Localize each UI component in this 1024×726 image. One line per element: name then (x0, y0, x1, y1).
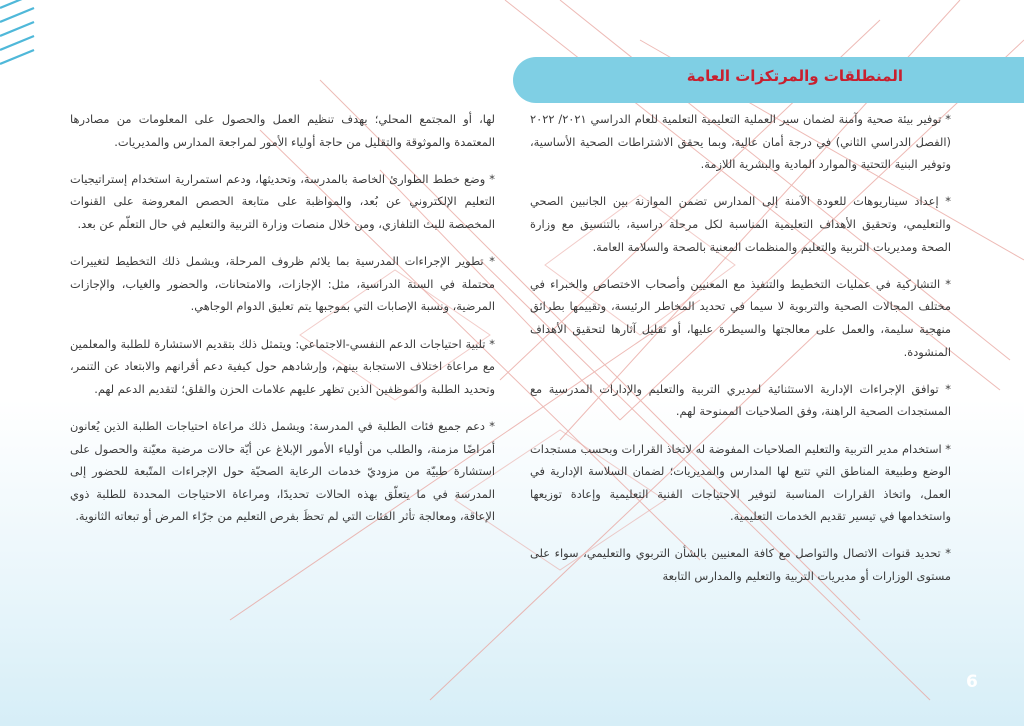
paragraph: * توافق الإجراءات الإدارية الاستثنائية لمديري التربية والتعليم والإدارات المدرسية مع المستجدات الصحية الراهنة، وفق الصلاحيات الممنوحة لهم. (530, 381, 951, 419)
paragraph: * توفير بيئة صحية وآمنة لضمان سير العملية التعليمية التعلمية للعام الدراسي ٢٠٢١/ ٢٠٢٢ (الفصل الدراسي الثاني) في درجة أمان عالية، وبما يحقق الاشتراطات الصحية الأساسية، وتوفير البنية التحتية والموارد المادية والبشرية اللازمة. (530, 112, 951, 172)
paragraph: * دعم جميع فئات الطلبة في المدرسة: ويشمل ذلك مراعاة احتياجات الطلبة الذين يُعانون أمراضًا مزمنة، والطلب من أولياء الأمور الإبلاغ عن أيّة حالات مرضية معيّنة والحصول على استشارة طبيّة من مزوديّ خدمات الرعاية الصحيّة حول الإجراءات المتّبعة للحضور إلى المدرسة في ما يتعلّق بهذه الحالات تحديدًا، ومراعاة الاحتياجات المحددة للطلبة ذوي الإعاقة، ومعالجة تأثر الفئات التي لم تحظَ بفرص التعليم من جرّاء المرض أو تبعاته الثانوية. (70, 418, 495, 524)
paragraph: * تلبية احتياجات الدعم النفسي-الاجتماعي: ويتمثل ذلك بتقديم الاستشارة للطلبة والمعلمين مع مراعاة اختلاف الاستجابة بينهم، وإرشادهم حول كيفية دعم أقرانهم والابتعاد عن التنمر، وتحديد الطلبة والموظفين الذين تظهر عليهم علامات الحزن والقلق؛ لتقديم الدعم لهم. (70, 336, 495, 396)
page-number: 6 (966, 672, 978, 692)
right-text-column (530, 108, 951, 602)
paragraph: لها، أو المجتمع المحلي؛ بهدف تنظيم العمل والحصول على المعلومات من مصادرها المعتمدة والموثوقة والتقليل من حاجة أولياء الأمور لمراجعة المدارس والمديريات. (70, 112, 495, 149)
paragraph: * تطوير الإجراءات المدرسية بما يلائم ظروف المرحلة، ويشمل ذلك التخطيط لتغييرات محتملة في السنة الدراسية، مثل: الإجازات، والامتحانات، والحضور والغياب، والإجازات المرضية، ونسبة الإصابات التي بموجبها يتم تعليق الدوام الوجاهي. (70, 254, 495, 314)
section-title-banner (513, 57, 1024, 103)
section-title: المنطلقات والمرتكزات العامة (686, 67, 903, 85)
paragraph: * وضع خطط الطوارئ الخاصة بالمدرسة، وتحديثها، ودعم استمرارية استخدام إستراتيجيات التعليم الإلكتروني عن بُعد، والمواظبة على متابعة الحصص المعروضة على القنوات المخصصة للبث التلفازي، ومن خلال منصات وزارة التربية والتعليم في حال التعلّم عن بعد. (70, 171, 495, 231)
left-text-column (70, 108, 495, 542)
paragraph: * إعداد سيناريوهات للعودة الآمنة إلى المدارس تضمن الموازنة بين الجانبين الصحي والتعليمي، وتحقيق الأهداف التعليمية المناسبة لكل مرحلة دراسية، بالتنسيق مع وزارة الصحة ومديريات التربية والتعليم والمنظمات المعنية بالصحة والسلامة العامة. (530, 194, 951, 254)
paragraph: * استخدام مدير التربية والتعليم الصلاحيات المفوضة له لاتخاذ القرارات وبحسب مستجدات الوضع وطبيعة المناطق التي تتبع لها المدارس والمديريات؛ لضمان السلاسة الإدارية في العمل، واتخاذ القرارات المناسبة لتوفير الاحتياجات الفنية التعليمية وإعادة توزيعها واستخدامها في تيسير تقديم الخدمات التعليمية. (530, 441, 951, 524)
paragraph: * التشاركية في عمليات التخطيط والتنفيذ مع المعنيين وأصحاب الاختصاص والخبراء في مختلف المجالات الصحية والتربوية لا سيما في تحديد المخاطر الرئيسة، وتقييمها بطرائق منهجية سليمة، والعمل على معالجتها والسيطرة عليها، أو تقليل آثارها لتحقيق الأهداف المنشودة. (530, 276, 951, 359)
paragraph: * تحديد قنوات الاتصال والتواصل مع كافة المعنيين بالشأن التربوي والتعليمي، سواء على مستوى الوزارات أو مديريات التربية والتعليم والمدارس التابعة (530, 546, 951, 584)
